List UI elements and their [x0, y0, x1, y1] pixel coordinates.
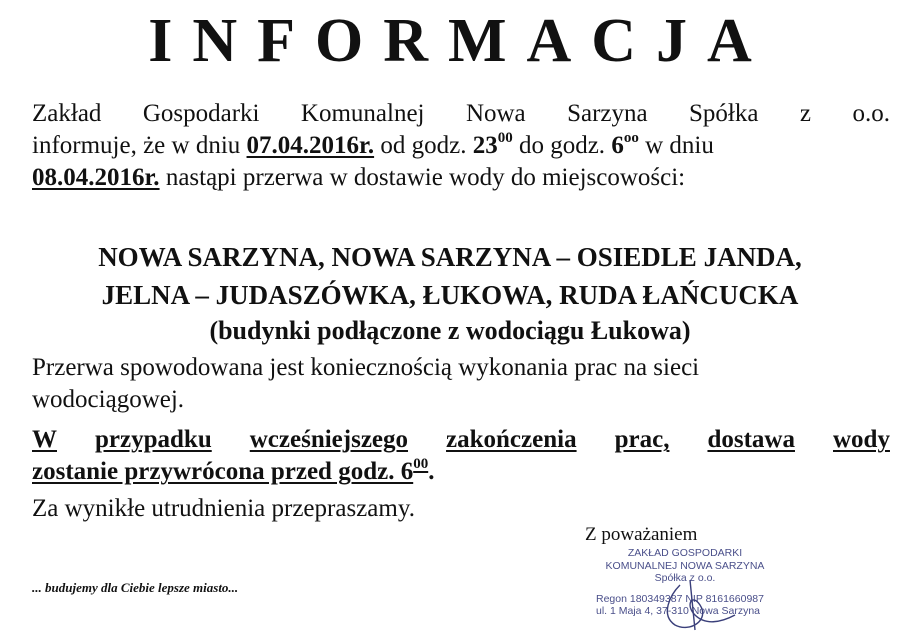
early-word: zakończenia	[446, 426, 577, 453]
intro-paragraph	[32, 98, 890, 194]
reason-paragraph	[32, 352, 890, 416]
intro-word: Sarzyna	[567, 100, 648, 127]
early-word: W	[32, 426, 57, 453]
early-word: prac,	[614, 426, 670, 453]
intro-word: o.o.	[852, 100, 890, 127]
intro-word: Zakład	[32, 100, 102, 127]
intro-word: Komunalnej	[300, 100, 425, 127]
intro-line-3	[32, 162, 890, 194]
end-hour-minutes: oo	[623, 129, 639, 146]
restore-text: zostanie przywrócona przed godz. 6	[32, 458, 414, 485]
stamp-line-1: ZAKŁAD GOSPODARKI	[627, 547, 743, 559]
early-word: dostawa	[707, 426, 795, 453]
restore-period: .	[428, 458, 435, 485]
stamp-line-4: Regon 180349387 NIP 8161660987	[596, 592, 764, 605]
intro-word: z	[799, 100, 812, 127]
intro-text: w dniu	[638, 132, 714, 159]
restore-hour-minutes: 00	[413, 455, 429, 472]
early-finish-line-1	[32, 424, 890, 456]
early-finish-paragraph	[32, 424, 890, 488]
early-word: wcześniejszego	[249, 426, 409, 453]
reason-line-1: Przerwa spowodowana jest koniecznością wykonania prac na sieci	[32, 354, 700, 381]
intro-word: Nowa	[465, 100, 526, 127]
stamp-line-3: Spółka z o.o.	[654, 572, 716, 584]
places-line-2: JELNA – JUDASZÓWKA, ŁUKOWA, RUDA ŁAŃCUCKA	[101, 280, 799, 310]
apology-text: Za wynikłe utrudnienia przepraszamy.	[32, 495, 415, 522]
stamp-line-2: KOMUNALNEJ NOWA SARZYNA	[605, 559, 765, 572]
signoff-text: Z poważaniem	[585, 524, 698, 545]
intro-text: do godz.	[512, 132, 612, 159]
start-hour-minutes: 00	[497, 129, 513, 146]
handwritten-signature	[640, 575, 750, 633]
places-note: (budynki podłączone z wodociągu Łukowa)	[209, 316, 691, 345]
affected-places	[0, 238, 900, 348]
intro-word: Spółka	[689, 100, 759, 127]
document-title: INFORMACJA	[148, 7, 772, 75]
intro-line-2	[32, 130, 890, 162]
intro-text: od godz.	[374, 132, 473, 159]
intro-word: Gospodarki	[142, 100, 260, 127]
intro-line-1	[32, 98, 890, 130]
early-finish-line-2	[32, 456, 890, 488]
intro-text: nastąpi przerwa w dostawie wody do miejscowości:	[159, 164, 686, 191]
start-date: 07.04.2016r.	[246, 132, 375, 159]
end-hour: 6	[611, 132, 624, 159]
stamp-line-5: ul. 1 Maja 4, 37-310 Nowa Sarzyna	[596, 605, 761, 617]
intro-text: informuje, że w dniu	[32, 132, 247, 159]
places-line-1: NOWA SARZYNA, NOWA SARZYNA – OSIEDLE JANDA,	[98, 242, 802, 272]
start-hour: 23	[472, 132, 498, 159]
early-word: wody	[833, 426, 890, 453]
end-date: 08.04.2016r.	[32, 164, 160, 191]
early-word: przypadku	[95, 426, 212, 453]
footer-slogan: ... budujemy dla Ciebie lepsze miasto...	[32, 580, 239, 595]
reason-line-2: wodociągowej.	[32, 386, 185, 413]
